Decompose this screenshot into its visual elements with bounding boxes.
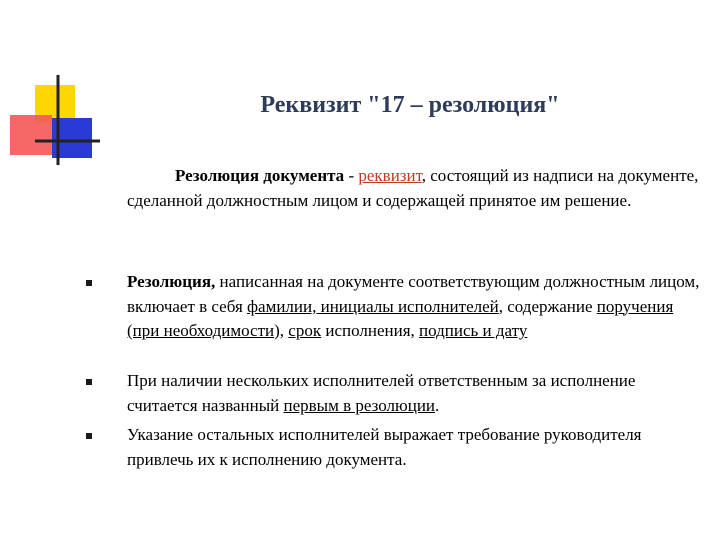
bullet-text-segment: написанная на документе соответствующим должностным лицом, включает в себя — [127, 272, 700, 316]
intro-paragraph — [127, 164, 702, 213]
bullet-item — [127, 369, 702, 418]
bullet-text-segment: поручения (при необходимости — [127, 296, 674, 340]
bullet-text-segment: фамилии, инициалы исполнителей — [247, 296, 499, 316]
bullet-square-icon — [86, 280, 92, 286]
bullet-square-icon — [86, 433, 92, 439]
intro-rest: , состоящий из надписи на документе, сделанной должностным лицом и содержащей принятое им решение. — [127, 166, 699, 210]
bullet-text-segment: исполнения, — [321, 321, 420, 340]
intro-dash: - — [344, 166, 359, 185]
bullet-text-segment: ), — [274, 321, 289, 340]
bullet-text-segment: При наличии нескольких исполнителей ответственным за исполнение считается названный — [127, 371, 636, 415]
bullet-text-segment: Резолюция, — [127, 272, 216, 291]
bullet-text-segment: первым в резолюции — [283, 395, 436, 415]
bullet-text-segment: подпись и дату — [419, 321, 528, 340]
slide-title: Реквизит "17 – резолюция" — [260, 92, 560, 118]
bullet-text-segment: срок — [288, 321, 322, 340]
slide-logo-decoration — [0, 0, 110, 170]
requisite-link[interactable]: реквизит — [358, 166, 422, 185]
bullet-item — [127, 423, 702, 472]
bullet-item — [127, 270, 702, 344]
intro-term: Резолюция документа — [175, 166, 345, 185]
bullet-text-segment: . — [435, 395, 440, 415]
logo-red-square — [10, 115, 52, 155]
bullet-text-segment: Указание остальных исполнителей выражает требование руководителя привлечь их к исполнению документа. — [127, 425, 642, 469]
bullet-square-icon — [86, 379, 92, 385]
bullet-text-segment: , содержание — [498, 296, 597, 316]
